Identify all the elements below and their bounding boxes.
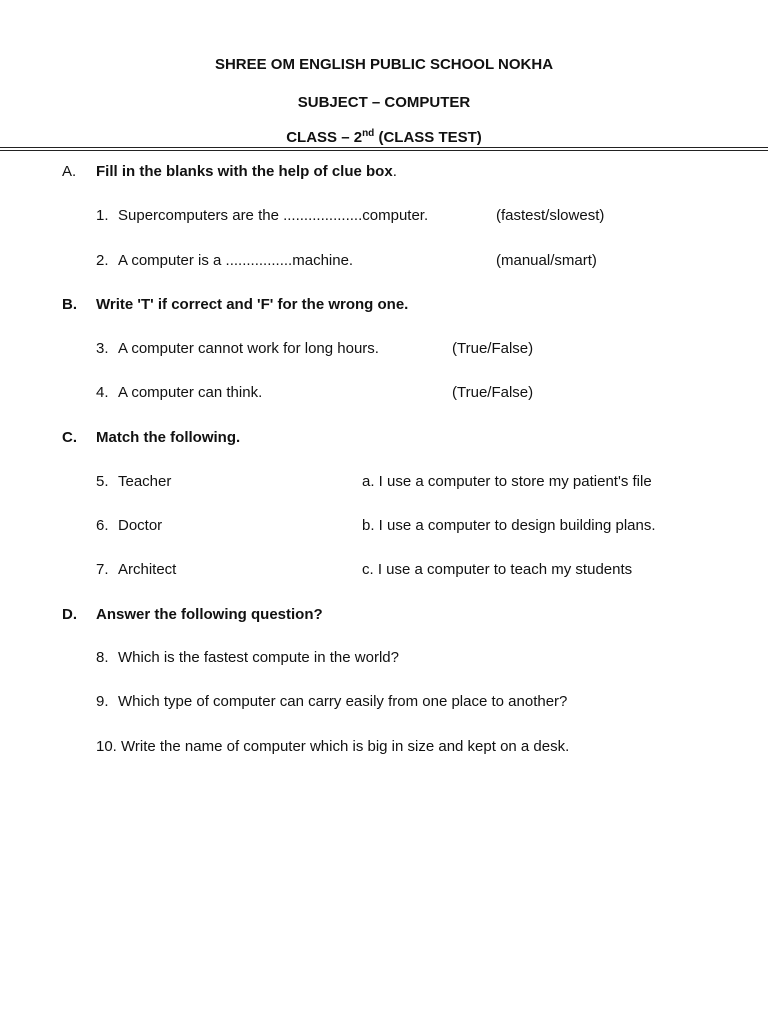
header-rule-top bbox=[0, 147, 768, 148]
question-row bbox=[0, 251, 768, 271]
subject-title: SUBJECT – COMPUTER bbox=[297, 94, 471, 111]
section-heading-text bbox=[96, 162, 397, 182]
true-false-options: (True/False) bbox=[452, 384, 534, 401]
match-left: Teacher bbox=[118, 473, 172, 490]
class-suffix: (CLASS TEST) bbox=[374, 129, 482, 146]
match-left: Architect bbox=[118, 561, 177, 578]
class-superscript: nd bbox=[362, 128, 375, 139]
question-number: 9. bbox=[96, 693, 109, 710]
question-number: 7. bbox=[96, 561, 109, 578]
section-d-heading bbox=[0, 605, 768, 625]
section-c-heading bbox=[0, 428, 768, 448]
match-right: c. I use a computer to teach my students bbox=[362, 561, 633, 578]
question-number: 1. bbox=[96, 207, 109, 224]
clue-options: (fastest/slowest) bbox=[496, 207, 605, 224]
section-heading-period: . bbox=[392, 163, 397, 180]
question-row bbox=[0, 692, 768, 712]
question-row bbox=[0, 737, 768, 757]
question-number: 10. bbox=[96, 738, 117, 755]
match-row bbox=[0, 516, 768, 536]
match-right: a. I use a computer to store my patient's file bbox=[362, 473, 652, 490]
section-heading-bold: Fill in the blanks with the help of clue box bbox=[96, 163, 393, 180]
question-text: A computer is a ................machine. bbox=[118, 252, 354, 269]
question-row bbox=[0, 339, 768, 359]
question-number: 4. bbox=[96, 384, 109, 401]
question-number: 5. bbox=[96, 473, 109, 490]
question-text: A computer can think. bbox=[118, 384, 263, 401]
section-b-heading bbox=[0, 295, 768, 315]
section-heading-text: Write 'T' if correct and 'F' for the wrong one. bbox=[96, 296, 409, 313]
true-false-options: (True/False) bbox=[452, 340, 534, 357]
question-text: Which is the fastest compute in the world? bbox=[118, 649, 399, 666]
match-left: Doctor bbox=[118, 517, 163, 534]
question-text: Write the name of computer which is big in size and kept on a desk. bbox=[121, 738, 570, 755]
section-heading-text: Match the following. bbox=[96, 429, 241, 446]
section-letter: D. bbox=[62, 606, 77, 623]
question-number: 3. bbox=[96, 340, 109, 357]
section-letter: A. bbox=[62, 163, 77, 180]
class-title bbox=[0, 129, 768, 147]
question-row bbox=[0, 383, 768, 403]
question-number: 8. bbox=[96, 649, 109, 666]
section-a-heading bbox=[0, 162, 768, 182]
question-row bbox=[0, 206, 768, 226]
header-rule-bottom bbox=[0, 150, 768, 151]
school-name: SHREE OM ENGLISH PUBLIC SCHOOL NOKHA bbox=[214, 56, 554, 73]
section-letter: B. bbox=[62, 296, 77, 313]
clue-options: (manual/smart) bbox=[496, 252, 597, 269]
question-text: Which type of computer can carry easily from one place to another? bbox=[118, 693, 568, 710]
match-right: b. I use a computer to design building plans. bbox=[362, 517, 656, 534]
question-number: 2. bbox=[96, 252, 109, 269]
question-text: A computer cannot work for long hours. bbox=[118, 340, 379, 357]
match-row bbox=[0, 560, 768, 580]
section-letter: C. bbox=[62, 429, 77, 446]
class-prefix: CLASS – 2 bbox=[286, 129, 363, 146]
question-number: 6. bbox=[96, 517, 109, 534]
section-heading-text: Answer the following question? bbox=[96, 606, 323, 623]
question-row bbox=[0, 648, 768, 668]
match-row bbox=[0, 472, 768, 492]
question-text: Supercomputers are the ...................computer. bbox=[118, 207, 429, 224]
